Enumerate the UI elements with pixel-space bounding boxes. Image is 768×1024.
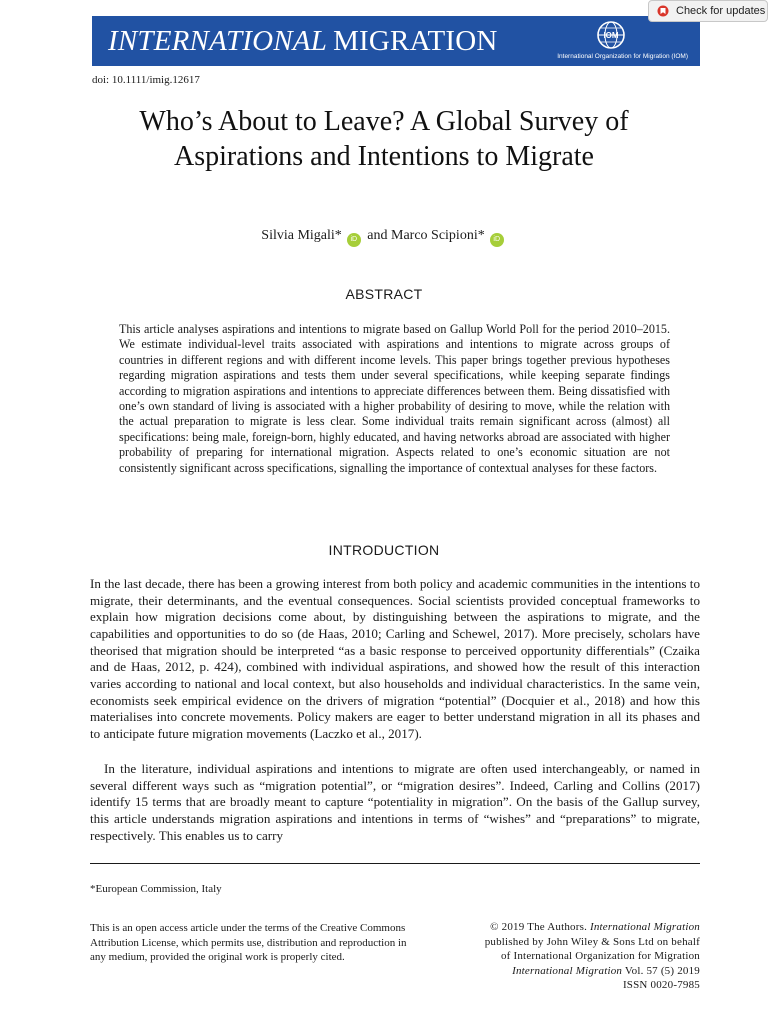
article-title [80, 104, 688, 174]
orcid-icon[interactable]: iD [347, 233, 361, 247]
journal-title-upright: MIGRATION [333, 25, 498, 57]
author-2: Marco Scipioni* [391, 228, 485, 243]
crossmark-icon [657, 5, 669, 17]
affiliation-footnote: *European Commission, Italy [90, 883, 222, 895]
check-for-updates-label: Check for updates [676, 5, 766, 17]
iom-logo [538, 20, 688, 64]
iom-emblem-icon [594, 20, 628, 50]
abstract-text: This article analyses aspirations and intentions to migrate based on Gallup World Poll for the period 2010–2015. We estimate individual-level traits associated with aspirations and intentions to migrate across groups of countries in different regions and with different income levels. This paper brings together previous hypotheses regarding migration aspirations and tests them under several specifications, while keeping separate findings according to migration aspirations and intentions to appreciate differences between them. Being dissatisfied with one’s own standard of living is associated with a higher probability of desiring to move, while the relation with the actual preparation to migrate is less clear. Some individual traits remain significant across (almost) all specifications: being male, foreign-born, highly educated, and having networks abroad are associated with higher probability of preparing for international migration. Aspects related to one’s economic situation are not consistently significant across specifications, signalling the importance of contextual analyses for these factors. [119, 322, 670, 475]
copyright-line-3: of International Organization for Migration [500, 950, 700, 963]
footnote-divider [90, 863, 700, 864]
author-list [0, 227, 768, 247]
doi-link[interactable]: doi: 10.1111/imig.12617 [92, 74, 200, 86]
orcid-icon[interactable]: iD [490, 233, 504, 247]
journal-banner [92, 16, 700, 66]
copyright-block [400, 920, 700, 993]
journal-title-italic: INTERNATIONAL [108, 25, 328, 57]
copyright-line-1: © 2019 The Authors. International Migration [490, 921, 700, 933]
svg-text:IOM: IOM [603, 31, 619, 40]
check-for-updates-button[interactable] [648, 0, 768, 22]
journal-title [108, 21, 498, 61]
author-connector: and [367, 228, 388, 243]
issn: ISSN 0020-7985 [622, 979, 700, 992]
abstract-heading: ABSTRACT [345, 286, 423, 302]
license-notice: This is an open access article under the terms of the Creative Commons Attribution License, which permits use, distribution and reproduction in any medium, provided the original work is properly cited. [90, 922, 407, 964]
intro-paragraph-1: In the last decade, there has been a growing interest from both policy and academic communities in the intentions to migrate, their determinants, and the eventual consequences. Social scientists provided conceptual frameworks to explain how migration decisions come about, by distinguishing between the aspirations to migrate, and the capabilities and opportunities to do so (de Haas, 2010; Carling and Schewel, 2017). More precisely, scholars have theorised that migration should be interpreted “as a basic response to perceived opportunity differentials” (Czaika and de Haas, 2012, p. 424), combined with individual aspirations, and showed how the result of this interaction varies according to national and local context, but also households and individual characteristics. In the same vein, economists seek empirical evidence on the drivers of migration “potential” (Docquier et al., 2018) and how this materialises into concrete movements. Policy makers are eager to better understand migration in all its phases and to anticipate future migration movements (Laczko et al., 2017). [90, 576, 700, 741]
title-line-1: Who’s About to Leave? A Global Survey of [139, 106, 629, 137]
iom-caption: International Organization for Migration (IOM) [557, 53, 688, 60]
title-line-2: Aspirations and Intentions to Migrate [174, 141, 594, 172]
copyright-line-4: International Migration Vol. 57 (5) 2019 [512, 964, 700, 977]
introduction-heading: INTRODUCTION [328, 542, 440, 558]
author-1: Silvia Migali* [261, 228, 342, 243]
intro-paragraph-2: In the literature, individual aspirations and intentions to migrate are often used interchangeably, or named in several different ways such as “migration potential”, or “migration desires”. Indeed, Carling and Collins (2017) identify 15 terms that are broadly meant to capture “potentiality in migration”. On the basis of the Gallup survey, this article understands migration aspirations and intentions in terms of “wishes” and “preparations” to migrate, respectively. This enables us to carry [90, 761, 700, 843]
copyright-line-2: published by John Wiley & Sons Ltd on behalf [484, 935, 700, 948]
